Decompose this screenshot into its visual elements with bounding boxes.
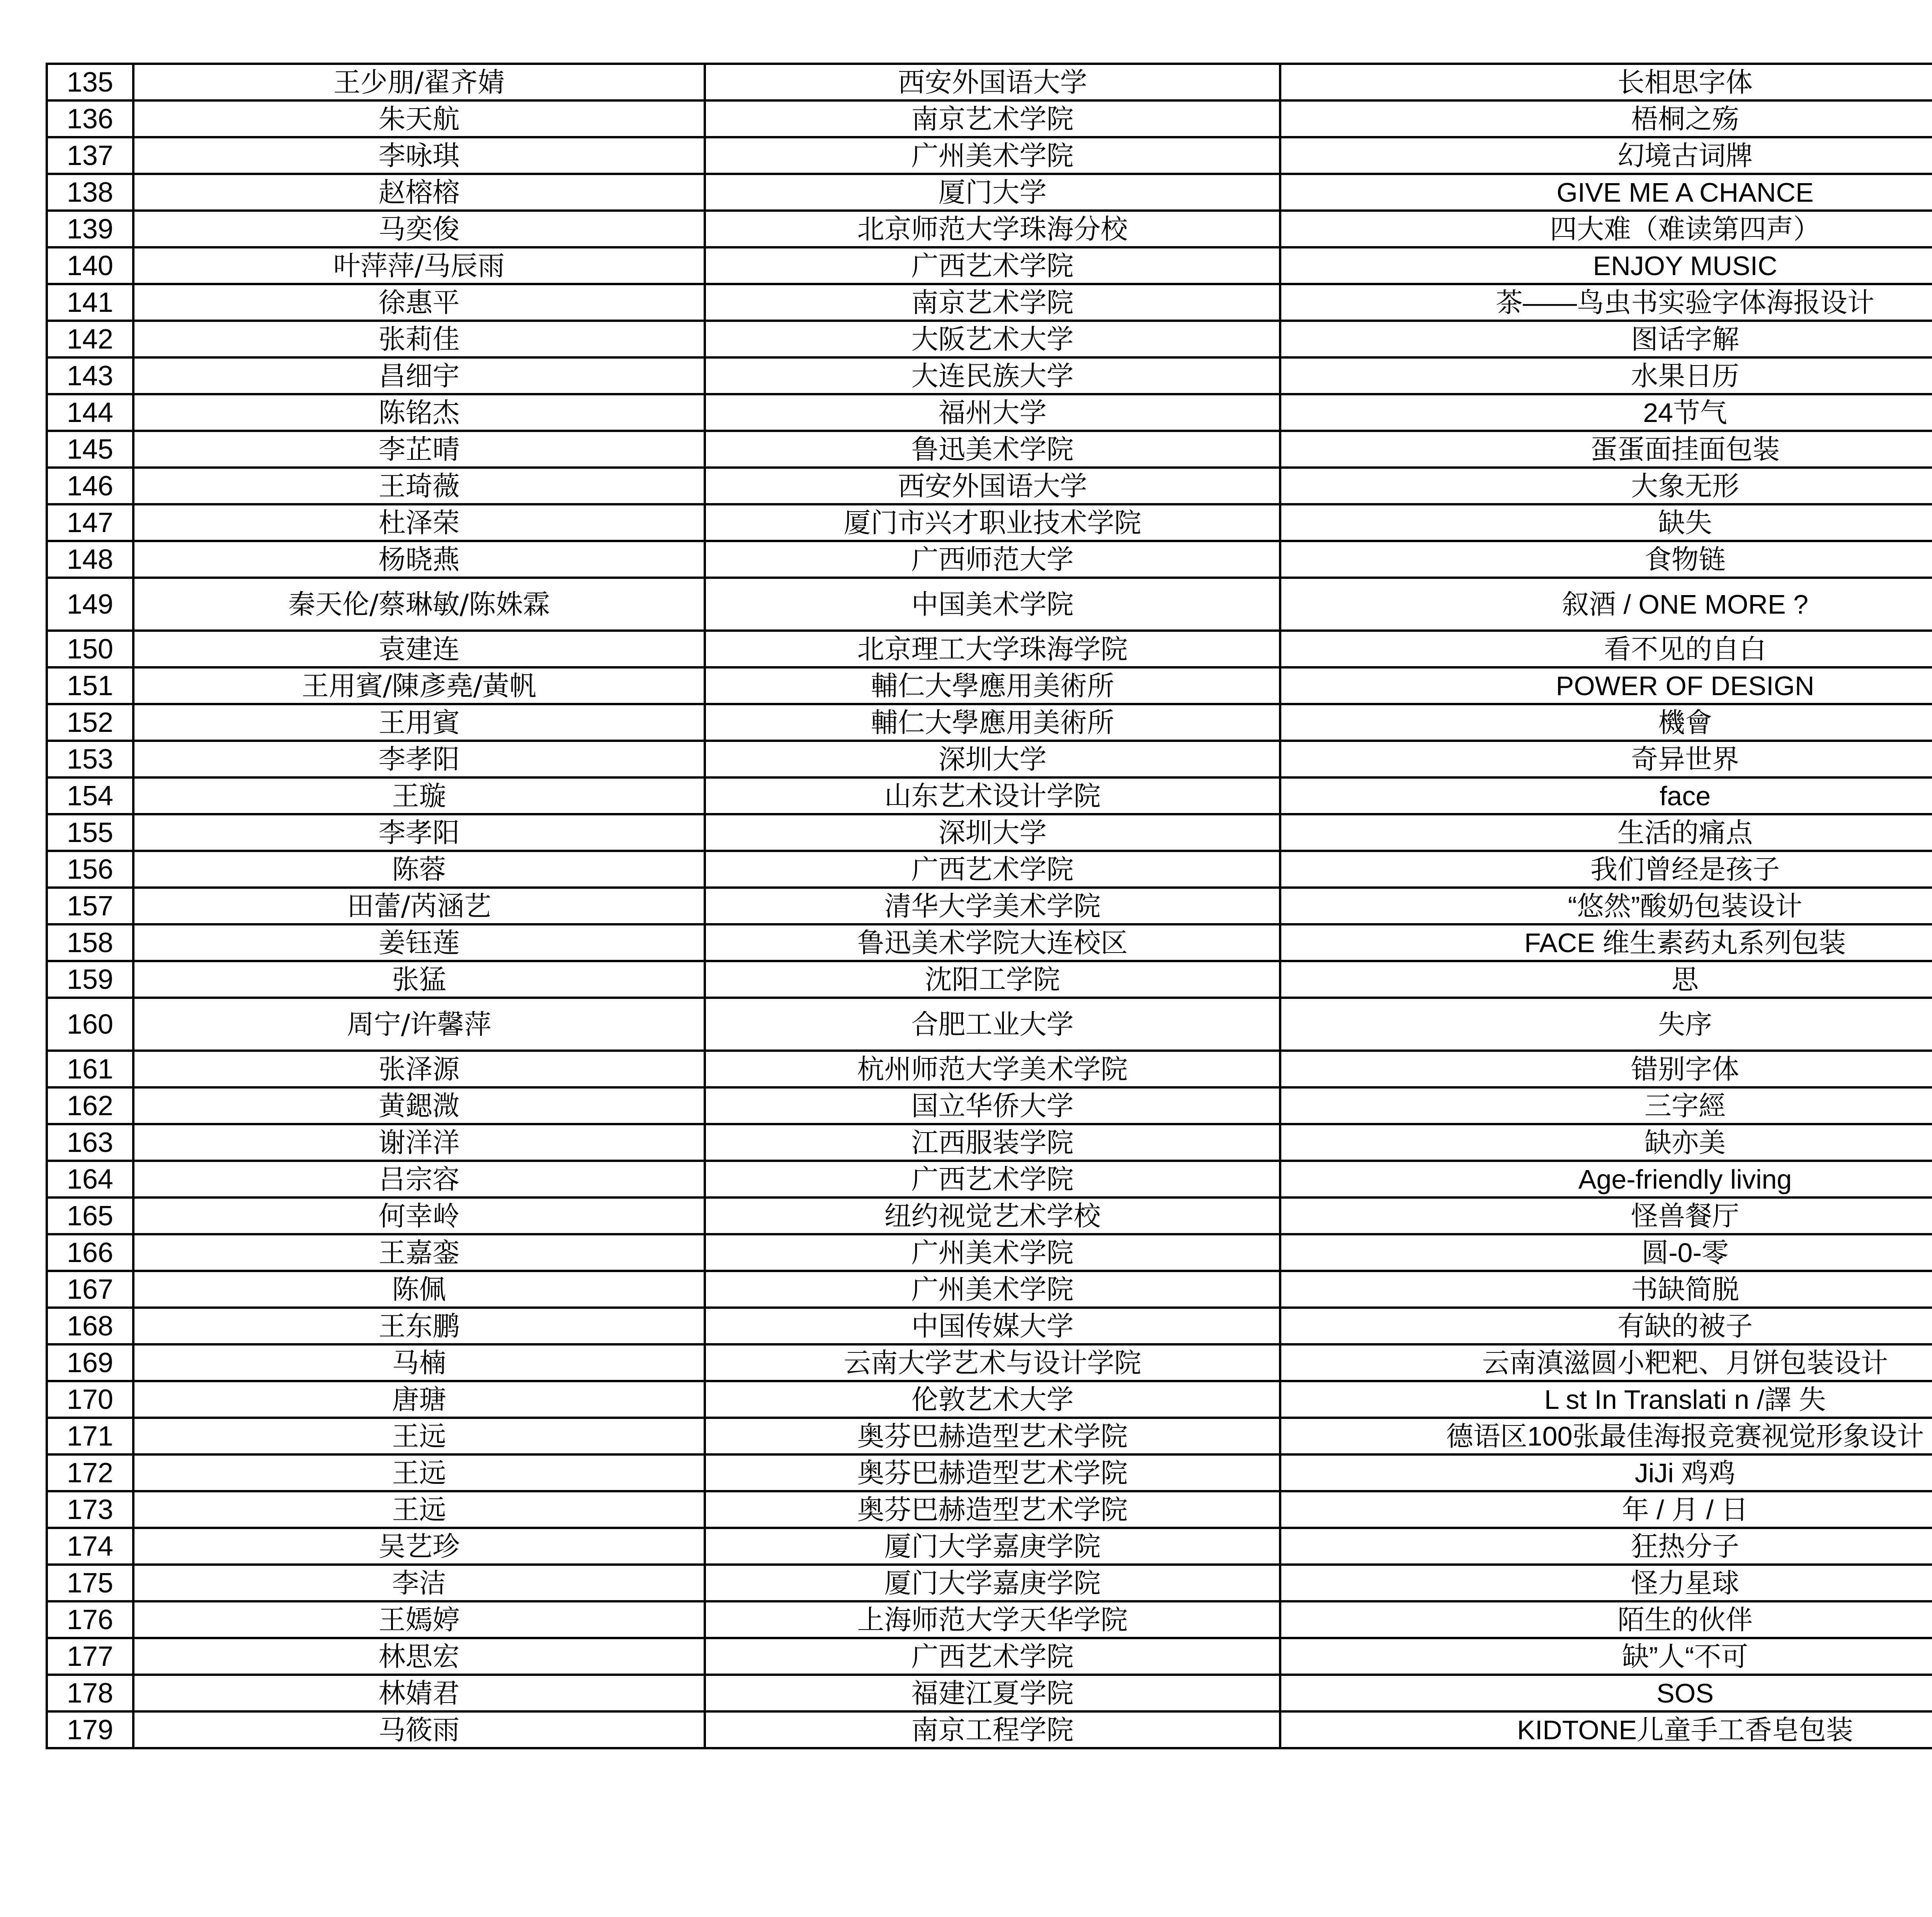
work-title-cell: 生活的痛点	[1280, 814, 1932, 851]
table-row	[47, 741, 1932, 777]
school-cell: 山东艺术设计学院	[705, 777, 1280, 814]
work-title-cell: 缺亦美	[1280, 1124, 1932, 1161]
table-row	[47, 1528, 1932, 1565]
entry-number-cell: 157	[47, 888, 133, 924]
author-cell: 杨晓燕	[133, 541, 705, 578]
work-title-cell: 德语区100张最佳海报竞赛视觉形象设计	[1280, 1418, 1932, 1454]
author-cell: 叶萍萍/马辰雨	[133, 247, 705, 284]
work-title-cell: 大象无形	[1280, 468, 1932, 504]
work-title-cell: GIVE ME A CHANCE	[1280, 174, 1932, 211]
table-row	[47, 1601, 1932, 1638]
school-cell: 清华大学美术学院	[705, 888, 1280, 924]
school-cell: 福建江夏学院	[705, 1675, 1280, 1711]
work-title-cell: 书缺简脱	[1280, 1271, 1932, 1308]
author-cell: 张猛	[133, 961, 705, 998]
author-cell: 王远	[133, 1418, 705, 1454]
work-title-cell: POWER OF DESIGN	[1280, 667, 1932, 704]
author-cell: 王远	[133, 1491, 705, 1528]
school-cell: 厦门大学	[705, 174, 1280, 211]
entry-number-cell: 145	[47, 431, 133, 468]
entry-number-cell: 177	[47, 1638, 133, 1675]
author-cell: 林思宏	[133, 1638, 705, 1675]
school-cell: 国立华侨大学	[705, 1087, 1280, 1124]
work-title-cell: 奇异世界	[1280, 741, 1932, 777]
author-cell: 马楠	[133, 1344, 705, 1381]
author-cell: 黄鍶溦	[133, 1087, 705, 1124]
author-cell: 吕宗容	[133, 1161, 705, 1197]
entry-number-cell: 167	[47, 1271, 133, 1308]
entry-number-cell: 178	[47, 1675, 133, 1711]
work-title-cell: 24节气	[1280, 394, 1932, 431]
author-cell: 李孝阳	[133, 741, 705, 777]
school-cell: 伦敦艺术大学	[705, 1381, 1280, 1418]
school-cell: 云南大学艺术与设计学院	[705, 1344, 1280, 1381]
school-cell: 福州大学	[705, 394, 1280, 431]
work-title-cell: 機會	[1280, 704, 1932, 741]
author-cell: 王少朋/翟齐婧	[133, 64, 705, 100]
author-cell: 何幸岭	[133, 1197, 705, 1234]
author-cell: 王璇	[133, 777, 705, 814]
author-cell: 王琦薇	[133, 468, 705, 504]
work-title-cell: 幻境古词牌	[1280, 137, 1932, 174]
school-cell: 合肥工业大学	[705, 998, 1280, 1051]
school-cell: 江西服装学院	[705, 1124, 1280, 1161]
entry-number-cell: 155	[47, 814, 133, 851]
entry-number-cell: 148	[47, 541, 133, 578]
table-row	[47, 247, 1932, 284]
table-body	[47, 64, 1932, 1748]
work-title-cell: FACE 维生素药丸系列包装	[1280, 924, 1932, 961]
entry-number-cell: 142	[47, 321, 133, 357]
work-title-cell: 缺”人“不可	[1280, 1638, 1932, 1675]
entry-number-cell: 179	[47, 1711, 133, 1748]
entry-number-cell: 144	[47, 394, 133, 431]
school-cell: 奥芬巴赫造型艺术学院	[705, 1418, 1280, 1454]
school-cell: 广西艺术学院	[705, 247, 1280, 284]
school-cell: 杭州师范大学美术学院	[705, 1051, 1280, 1087]
table-row	[47, 357, 1932, 394]
work-title-cell: JiJi 鸡鸡	[1280, 1454, 1932, 1491]
author-cell: 陈蓉	[133, 851, 705, 888]
table-row	[47, 1418, 1932, 1454]
author-cell: 周宁/许馨萍	[133, 998, 705, 1051]
entry-number-cell: 152	[47, 704, 133, 741]
author-cell: 昌细宇	[133, 357, 705, 394]
table-row	[47, 1234, 1932, 1271]
table-row	[47, 1565, 1932, 1601]
table-row	[47, 541, 1932, 578]
author-cell: 吴艺珍	[133, 1528, 705, 1565]
work-title-cell: 叙酒 / ONE MORE ?	[1280, 578, 1932, 631]
entry-number-cell: 175	[47, 1565, 133, 1601]
work-title-cell: 年 / 月 / 日	[1280, 1491, 1932, 1528]
school-cell: 西安外国语大学	[705, 64, 1280, 100]
work-title-cell: 狂热分子	[1280, 1528, 1932, 1565]
school-cell: 北京理工大学珠海学院	[705, 631, 1280, 667]
work-title-cell: 圆-0-零	[1280, 1234, 1932, 1271]
table-row	[47, 1491, 1932, 1528]
school-cell: 南京工程学院	[705, 1711, 1280, 1748]
school-cell: 中国传媒大学	[705, 1308, 1280, 1344]
work-title-cell: L st In Translati n /譯 失	[1280, 1381, 1932, 1418]
school-cell: 广西师范大学	[705, 541, 1280, 578]
table-row	[47, 1161, 1932, 1197]
school-cell: 上海师范大学天华学院	[705, 1601, 1280, 1638]
author-cell: 秦天伦/蔡琳敏/陈姝霖	[133, 578, 705, 631]
school-cell: 厦门大学嘉庚学院	[705, 1565, 1280, 1601]
work-title-cell: ENJOY MUSIC	[1280, 247, 1932, 284]
author-cell: 杜泽荣	[133, 504, 705, 541]
work-title-cell: Age-friendly living	[1280, 1161, 1932, 1197]
entry-number-cell: 169	[47, 1344, 133, 1381]
table-row	[47, 1308, 1932, 1344]
school-cell: 广西艺术学院	[705, 1161, 1280, 1197]
author-cell: 李咏琪	[133, 137, 705, 174]
work-title-cell: 云南滇滋圆小粑粑、月饼包装设计	[1280, 1344, 1932, 1381]
table-row	[47, 961, 1932, 998]
entry-number-cell: 160	[47, 998, 133, 1051]
entry-number-cell: 151	[47, 667, 133, 704]
table-row	[47, 1454, 1932, 1491]
table-row	[47, 1051, 1932, 1087]
work-title-cell: 茶——鸟虫书实验字体海报设计	[1280, 284, 1932, 321]
work-title-cell: 图话字解	[1280, 321, 1932, 357]
work-title-cell: “悠然”酸奶包装设计	[1280, 888, 1932, 924]
work-title-cell: 错别字体	[1280, 1051, 1932, 1087]
entry-number-cell: 137	[47, 137, 133, 174]
school-cell: 广西艺术学院	[705, 1638, 1280, 1675]
work-title-cell: 缺失	[1280, 504, 1932, 541]
entry-number-cell: 154	[47, 777, 133, 814]
entry-number-cell: 135	[47, 64, 133, 100]
entry-number-cell: 147	[47, 504, 133, 541]
school-cell: 深圳大学	[705, 814, 1280, 851]
school-cell: 厦门大学嘉庚学院	[705, 1528, 1280, 1565]
table-row	[47, 504, 1932, 541]
entry-number-cell: 136	[47, 100, 133, 137]
work-title-cell: 食物链	[1280, 541, 1932, 578]
table-row	[47, 888, 1932, 924]
table-row	[47, 431, 1932, 468]
entry-number-cell: 166	[47, 1234, 133, 1271]
author-cell: 王用賓/陳彥堯/黃帆	[133, 667, 705, 704]
work-title-cell: 怪兽餐厅	[1280, 1197, 1932, 1234]
table-row	[47, 394, 1932, 431]
entry-number-cell: 162	[47, 1087, 133, 1124]
author-cell: 袁建连	[133, 631, 705, 667]
entry-number-cell: 146	[47, 468, 133, 504]
table-row	[47, 924, 1932, 961]
school-cell: 沈阳工学院	[705, 961, 1280, 998]
school-cell: 深圳大学	[705, 741, 1280, 777]
entry-number-cell: 163	[47, 1124, 133, 1161]
table-row	[47, 321, 1932, 357]
entry-number-cell: 165	[47, 1197, 133, 1234]
table-row	[47, 578, 1932, 631]
table-row	[47, 1271, 1932, 1308]
entry-number-cell: 173	[47, 1491, 133, 1528]
table-row	[47, 1675, 1932, 1711]
table-row	[47, 814, 1932, 851]
author-cell: 赵榕榕	[133, 174, 705, 211]
school-cell: 广州美术学院	[705, 1234, 1280, 1271]
work-title-cell: 我们曾经是孩子	[1280, 851, 1932, 888]
author-cell: 陈佩	[133, 1271, 705, 1308]
work-title-cell: 看不见的自白	[1280, 631, 1932, 667]
school-cell: 广西艺术学院	[705, 851, 1280, 888]
entry-number-cell: 141	[47, 284, 133, 321]
school-cell: 纽约视觉艺术学校	[705, 1197, 1280, 1234]
school-cell: 大连民族大学	[705, 357, 1280, 394]
table-row	[47, 851, 1932, 888]
work-title-cell: 梧桐之殇	[1280, 100, 1932, 137]
work-title-cell: 思	[1280, 961, 1932, 998]
author-cell: 马奕俊	[133, 211, 705, 247]
entry-number-cell: 158	[47, 924, 133, 961]
table-row	[47, 998, 1932, 1051]
school-cell: 奥芬巴赫造型艺术学院	[705, 1491, 1280, 1528]
entry-number-cell: 143	[47, 357, 133, 394]
school-cell: 南京艺术学院	[705, 284, 1280, 321]
table-row	[47, 667, 1932, 704]
table-row	[47, 1124, 1932, 1161]
author-cell: 张泽源	[133, 1051, 705, 1087]
author-cell: 王东鹏	[133, 1308, 705, 1344]
table-row	[47, 284, 1932, 321]
table-row	[47, 1087, 1932, 1124]
school-cell: 广州美术学院	[705, 1271, 1280, 1308]
table-row	[47, 1711, 1932, 1748]
table-row	[47, 704, 1932, 741]
work-title-cell: 蛋蛋面挂面包装	[1280, 431, 1932, 468]
author-cell: 王远	[133, 1454, 705, 1491]
author-cell: 张莉佳	[133, 321, 705, 357]
table-row	[47, 137, 1932, 174]
table-row	[47, 1381, 1932, 1418]
work-title-cell: face	[1280, 777, 1932, 814]
author-cell: 王嫣婷	[133, 1601, 705, 1638]
award-list-table	[46, 63, 1932, 1749]
entry-number-cell: 176	[47, 1601, 133, 1638]
work-title-cell: SOS	[1280, 1675, 1932, 1711]
school-cell: 中国美术学院	[705, 578, 1280, 631]
school-cell: 南京艺术学院	[705, 100, 1280, 137]
table-row	[47, 211, 1932, 247]
author-cell: 李洁	[133, 1565, 705, 1601]
entry-number-cell: 171	[47, 1418, 133, 1454]
entry-number-cell: 149	[47, 578, 133, 631]
entry-number-cell: 159	[47, 961, 133, 998]
school-cell: 輔仁大學應用美術所	[705, 667, 1280, 704]
entry-number-cell: 161	[47, 1051, 133, 1087]
author-cell: 王用賓	[133, 704, 705, 741]
author-cell: 王嘉銮	[133, 1234, 705, 1271]
work-title-cell: 有缺的被子	[1280, 1308, 1932, 1344]
school-cell: 广州美术学院	[705, 137, 1280, 174]
work-title-cell: 三字經	[1280, 1087, 1932, 1124]
author-cell: 陈铭杰	[133, 394, 705, 431]
school-cell: 鲁迅美术学院	[705, 431, 1280, 468]
school-cell: 大阪艺术大学	[705, 321, 1280, 357]
work-title-cell: 陌生的伙伴	[1280, 1601, 1932, 1638]
author-cell: 谢洋洋	[133, 1124, 705, 1161]
school-cell: 鲁迅美术学院大连校区	[705, 924, 1280, 961]
table-row	[47, 1638, 1932, 1675]
entry-number-cell: 164	[47, 1161, 133, 1197]
entry-number-cell: 156	[47, 851, 133, 888]
table-row	[47, 631, 1932, 667]
author-cell: 田蕾/芮涵艺	[133, 888, 705, 924]
school-cell: 輔仁大學應用美術所	[705, 704, 1280, 741]
work-title-cell: 失序	[1280, 998, 1932, 1051]
entry-number-cell: 140	[47, 247, 133, 284]
school-cell: 北京师范大学珠海分校	[705, 211, 1280, 247]
entry-number-cell: 150	[47, 631, 133, 667]
author-cell: 朱天航	[133, 100, 705, 137]
author-cell: 林婧君	[133, 1675, 705, 1711]
entry-number-cell: 139	[47, 211, 133, 247]
author-cell: 李孝阳	[133, 814, 705, 851]
work-title-cell: KIDTONE儿童手工香皂包装	[1280, 1711, 1932, 1748]
school-cell: 奥芬巴赫造型艺术学院	[705, 1454, 1280, 1491]
table-row	[47, 174, 1932, 211]
table-row	[47, 100, 1932, 137]
table-row	[47, 1197, 1932, 1234]
table-row	[47, 1344, 1932, 1381]
entry-number-cell: 168	[47, 1308, 133, 1344]
entry-number-cell: 174	[47, 1528, 133, 1565]
school-cell: 厦门市兴才职业技术学院	[705, 504, 1280, 541]
author-cell: 马筱雨	[133, 1711, 705, 1748]
table-row	[47, 64, 1932, 100]
entry-number-cell: 170	[47, 1381, 133, 1418]
work-title-cell: 怪力星球	[1280, 1565, 1932, 1601]
school-cell: 西安外国语大学	[705, 468, 1280, 504]
table-row	[47, 468, 1932, 504]
author-cell: 唐瑭	[133, 1381, 705, 1418]
author-cell: 李芷晴	[133, 431, 705, 468]
table-row	[47, 777, 1932, 814]
work-title-cell: 长相思字体	[1280, 64, 1932, 100]
work-title-cell: 四大难（难读第四声）	[1280, 211, 1932, 247]
author-cell: 姜钰莲	[133, 924, 705, 961]
work-title-cell: 水果日历	[1280, 357, 1932, 394]
entry-number-cell: 172	[47, 1454, 133, 1491]
author-cell: 徐惠平	[133, 284, 705, 321]
entry-number-cell: 153	[47, 741, 133, 777]
entry-number-cell: 138	[47, 174, 133, 211]
